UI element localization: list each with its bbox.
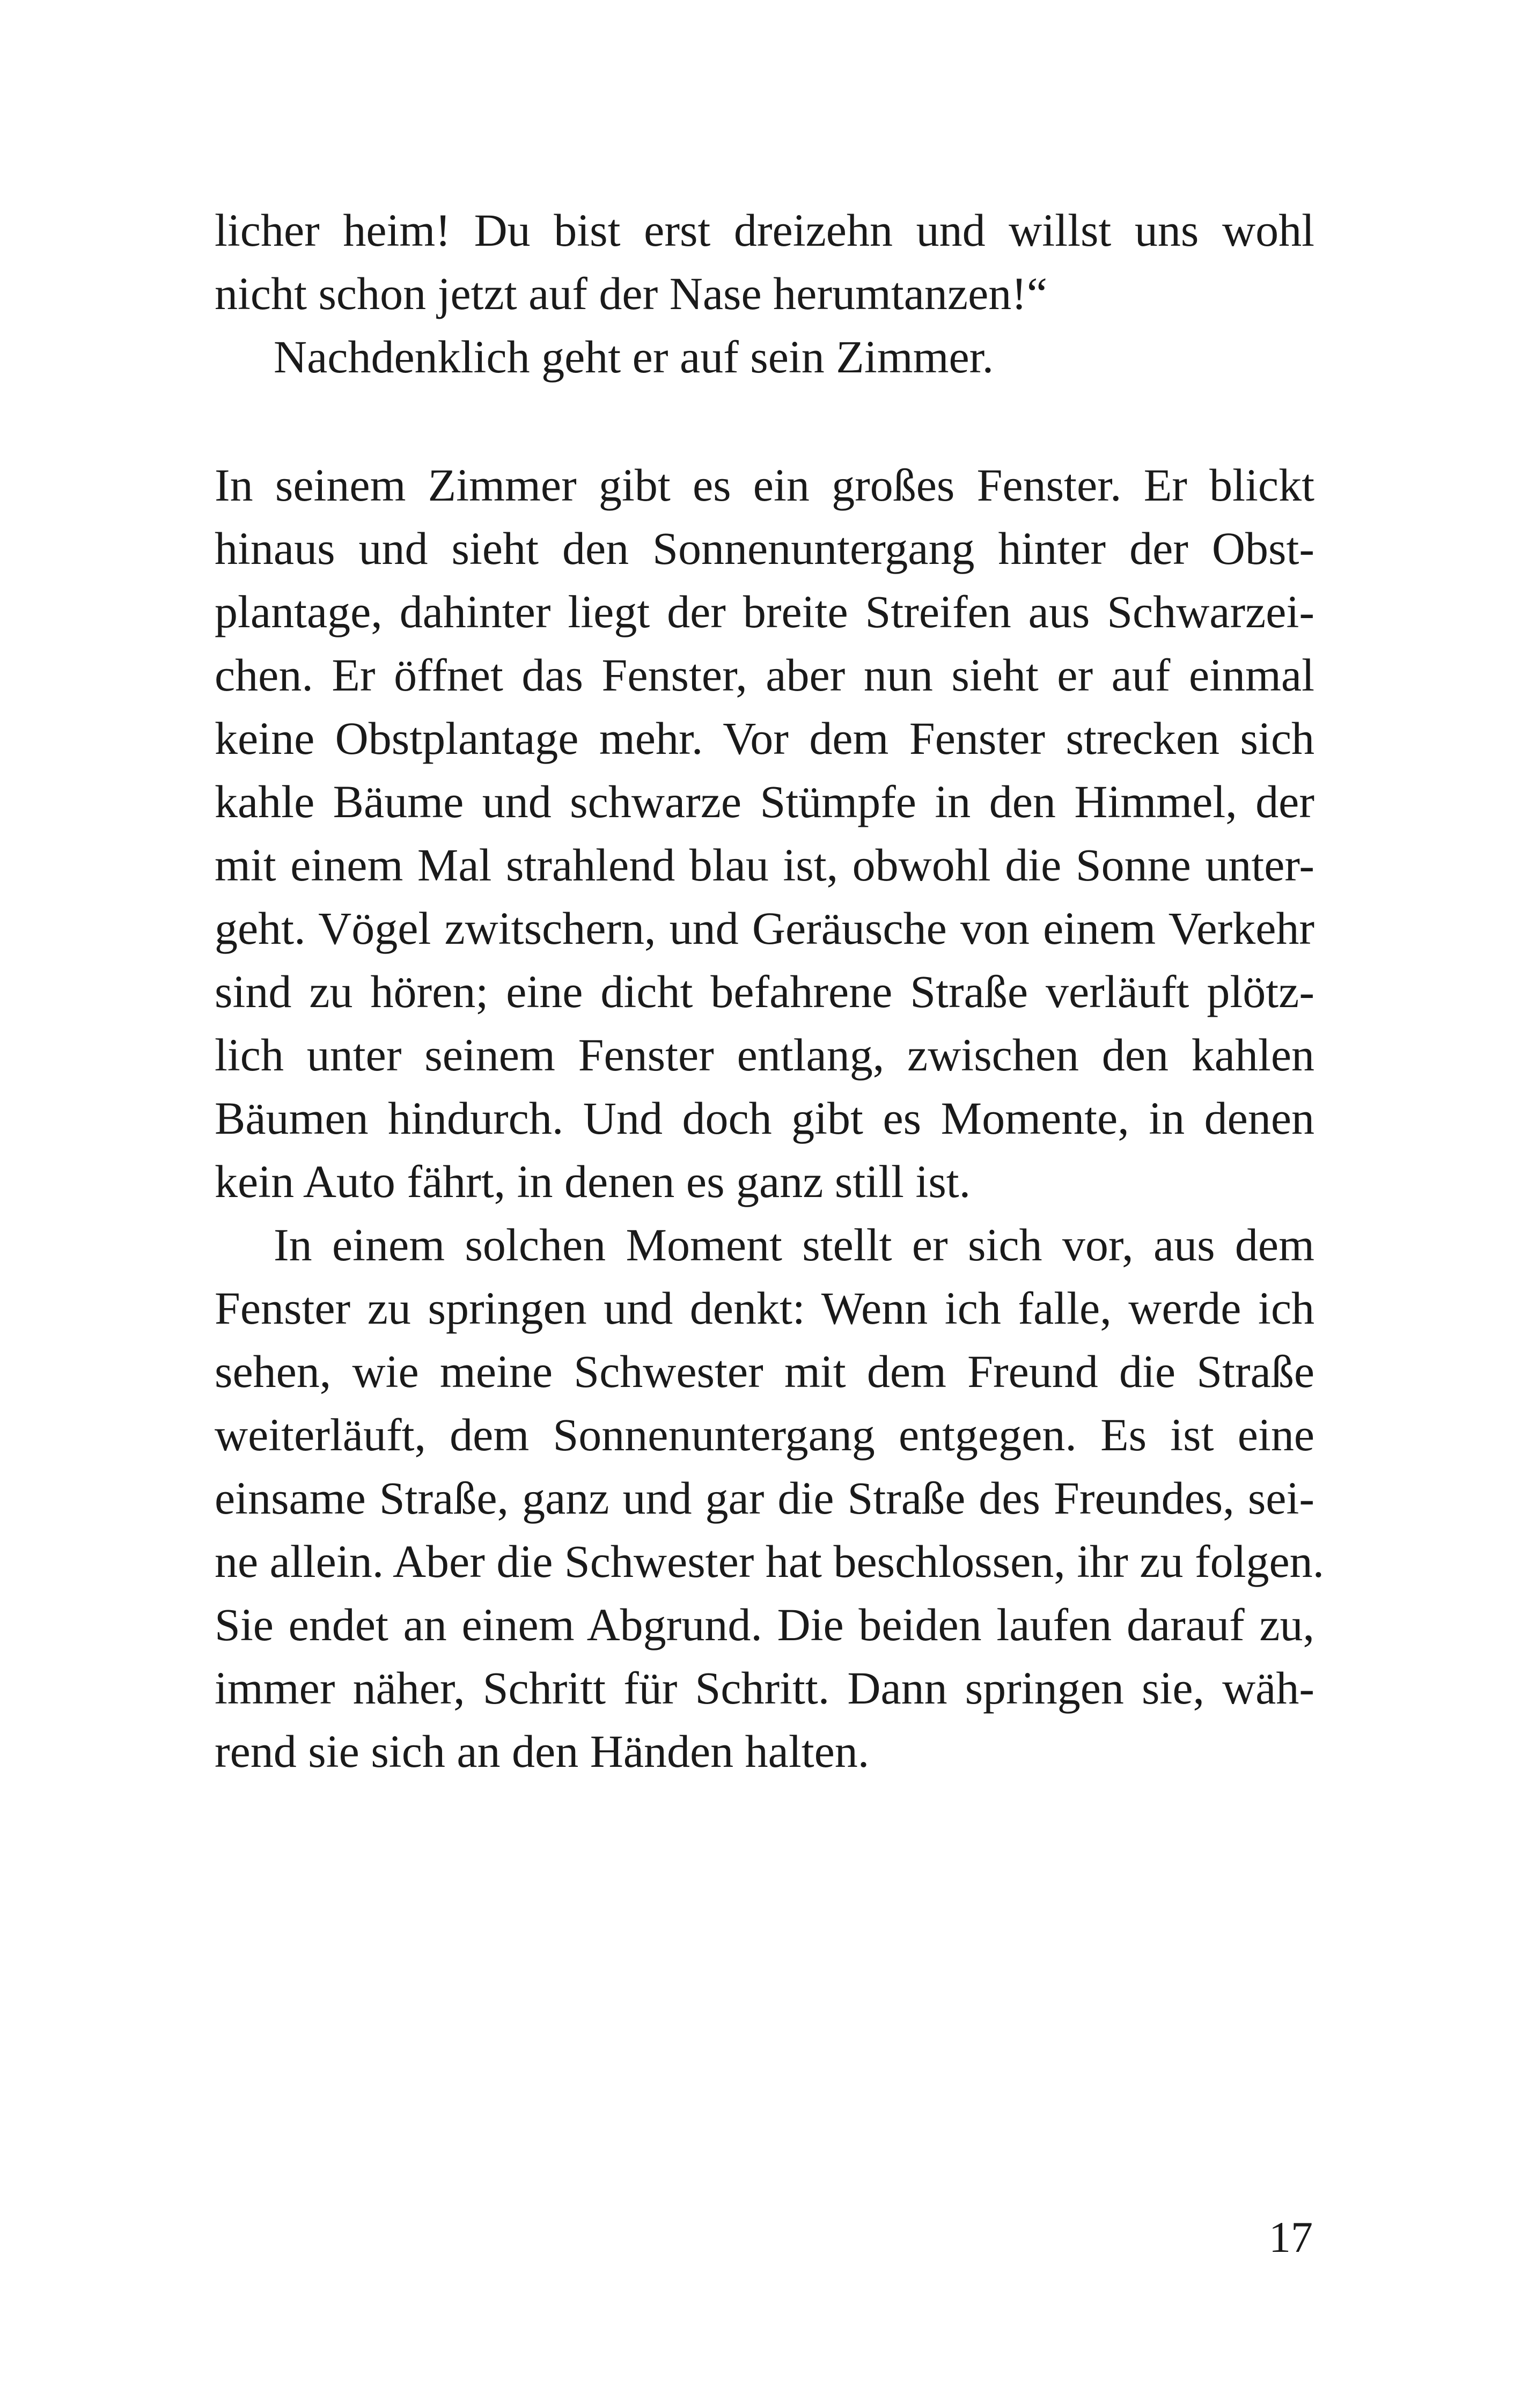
text-line: sind zu hören; eine dicht befahrene Straße verläuft plötz-: [215, 966, 1314, 1017]
text-line: kahle Bäume und schwarze Stümpfe in den Himmel, der: [215, 776, 1314, 827]
text-line: licher heim! Du bist erst dreizehn und willst uns wohl: [215, 204, 1314, 256]
text-line: In einem solchen Moment stellt er sich vor, aus dem: [274, 1219, 1314, 1271]
text-line: mit einem Mal strahlend blau ist, obwohl die Sonne unter-: [215, 839, 1314, 891]
text-line: geht. Vögel zwitschern, und Geräusche von einem Verkehr: [215, 902, 1314, 954]
page-number: 17: [1269, 2213, 1313, 2262]
text-line: ne allein. Aber die Schwester hat beschlossen, ihr zu folgen.: [215, 1536, 1325, 1587]
text-line: Bäumen hindurch. Und doch gibt es Momente, in denen: [215, 1092, 1314, 1144]
text-line: chen. Er öffnet das Fenster, aber nun sieht er auf einmal: [215, 649, 1314, 701]
text-line: Fenster zu springen und denkt: Wenn ich falle, werde ich: [215, 1282, 1314, 1334]
text-line: rend sie sich an den Händen halten.: [215, 1726, 870, 1777]
paragraph-block-2: [215, 453, 1325, 1783]
text-line: kein Auto fährt, in denen es ganz still ist.: [215, 1156, 971, 1207]
text-line: lich unter seinem Fenster entlang, zwischen den kahlen: [215, 1029, 1314, 1081]
text-line: Sie endet an einem Abgrund. Die beiden laufen darauf zu,: [215, 1599, 1314, 1650]
text-line: einsame Straße, ganz und gar die Straße des Freundes, sei-: [215, 1472, 1314, 1524]
text-line: In seinem Zimmer gibt es ein großes Fenster. Er blickt: [215, 459, 1314, 511]
text-line: keine Obstplantage mehr. Vor dem Fenster strecken sich: [215, 713, 1314, 764]
text-line: hinaus und sieht den Sonnenuntergang hinter der Obst-: [215, 523, 1314, 574]
text-line: Nachdenklich geht er auf sein Zimmer.: [274, 331, 994, 383]
text-line: weiterläuft, dem Sonnenuntergang entgegen. Es ist eine: [215, 1409, 1314, 1460]
text-line: sehen, wie meine Schwester mit dem Freund die Straße: [215, 1346, 1314, 1397]
text-line: immer näher, Schritt für Schritt. Dann springen sie, wäh-: [215, 1662, 1314, 1714]
text-line: nicht schon jetzt auf der Nase herumtanzen!“: [215, 268, 1048, 319]
text-line: plantage, dahinter liegt der breite Streifen aus Schwarzei-: [215, 586, 1314, 637]
paragraph-block-1: [215, 199, 1314, 388]
